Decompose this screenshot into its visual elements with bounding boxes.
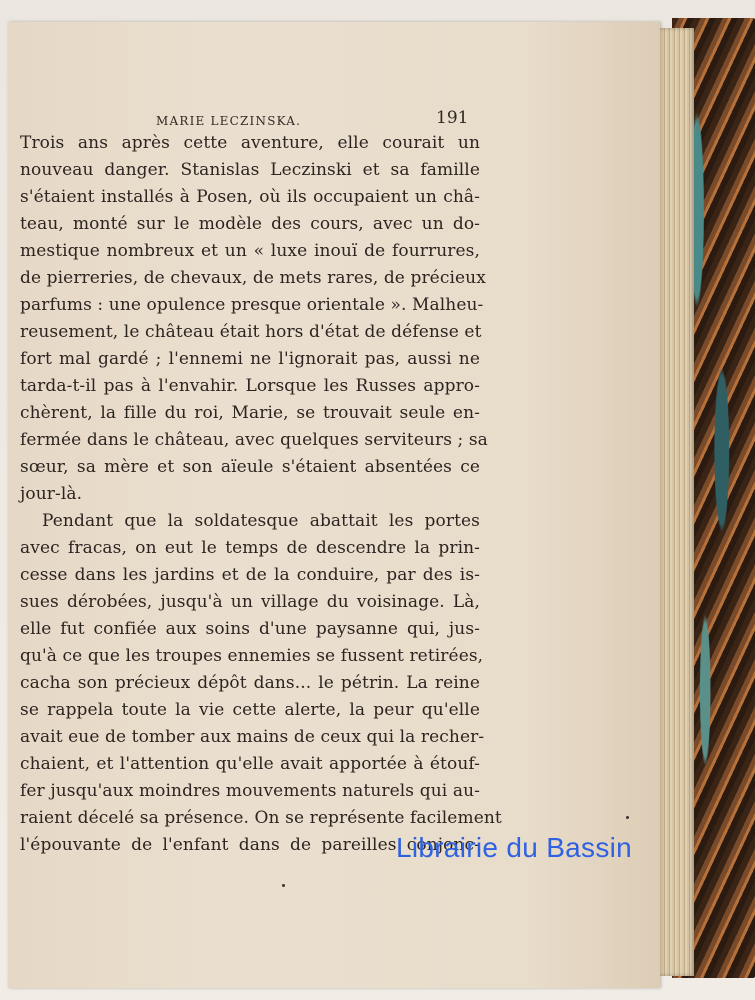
text-line: chaient, et l'attention qu'elle avait apportée à étouf- — [20, 754, 480, 774]
text-line: s'étaient installés à Posen, où ils occupaient un châ- — [20, 187, 480, 207]
text-line: reusement, le château était hors d'état de défense et — [20, 322, 482, 342]
running-title: MARIE LECZINSKA. — [156, 114, 302, 128]
text-line: Trois ans après cette aventure, elle courait un — [20, 133, 480, 153]
text-line: cacha son précieux dépôt dans... le pétrin. La reine — [20, 673, 480, 693]
text-line: chèrent, la fille du roi, Marie, se trouvait seule en- — [20, 403, 480, 423]
text-line: fort mal gardé ; l'ennemi ne l'ignorait pas, aussi ne — [20, 349, 480, 369]
body-text — [20, 130, 502, 859]
text-line: l'épouvante de l'enfant dans de pareilles conjonc- — [20, 835, 480, 855]
text-line: Pendant que la soldatesque abattait les portes — [42, 511, 480, 531]
text-line: se rappela toute la vie cette alerte, la peur qu'elle — [20, 700, 480, 720]
text-line: avait eue de tomber aux mains de ceux qui la recher- — [20, 727, 485, 747]
watermark-text: Librairie du Bassin — [396, 832, 633, 863]
text-line: avec fracas, on eut le temps de descendre la prin- — [20, 538, 480, 558]
text-line: mestique nombreux et un « luxe inouï de fourrures, — [20, 241, 480, 261]
text-line: tarda-t-il pas à l'envahir. Lorsque les Russes appro- — [20, 376, 480, 396]
paper-speck — [282, 884, 285, 887]
text-line: qu'à ce que les troupes ennemies se fussent retirées, — [20, 646, 484, 666]
text-line: raient décelé sa présence. On se représente facilement — [20, 808, 502, 828]
text-line: teau, monté sur le modèle des cours, avec un do- — [20, 214, 480, 234]
text-line: de pierreries, de chevaux, de mets rares, de précieux — [20, 268, 486, 288]
text-line: nouveau danger. Stanislas Leczinski et sa famille — [20, 160, 480, 180]
text-line: parfums : une opulence presque orientale ». Malheu- — [20, 295, 484, 315]
text-line: sœur, sa mère et son aïeule s'étaient absentées ce — [20, 457, 480, 477]
text-line: fermée dans le château, avec quelques serviteurs ; sa — [20, 430, 488, 450]
text-line: cesse dans les jardins et de la conduire, par des is- — [20, 565, 480, 585]
page-number: 191 — [436, 108, 469, 128]
text-line: fer jusqu'aux moindres mouvements naturels qui au- — [20, 781, 480, 801]
text-line: sues dérobées, jusqu'à un village du voisinage. Là, — [20, 592, 480, 612]
text-line: elle fut confiée aux soins d'une paysanne qui, jus- — [20, 619, 480, 639]
text-line: jour-là. — [20, 484, 83, 504]
paper-speck — [626, 816, 629, 819]
